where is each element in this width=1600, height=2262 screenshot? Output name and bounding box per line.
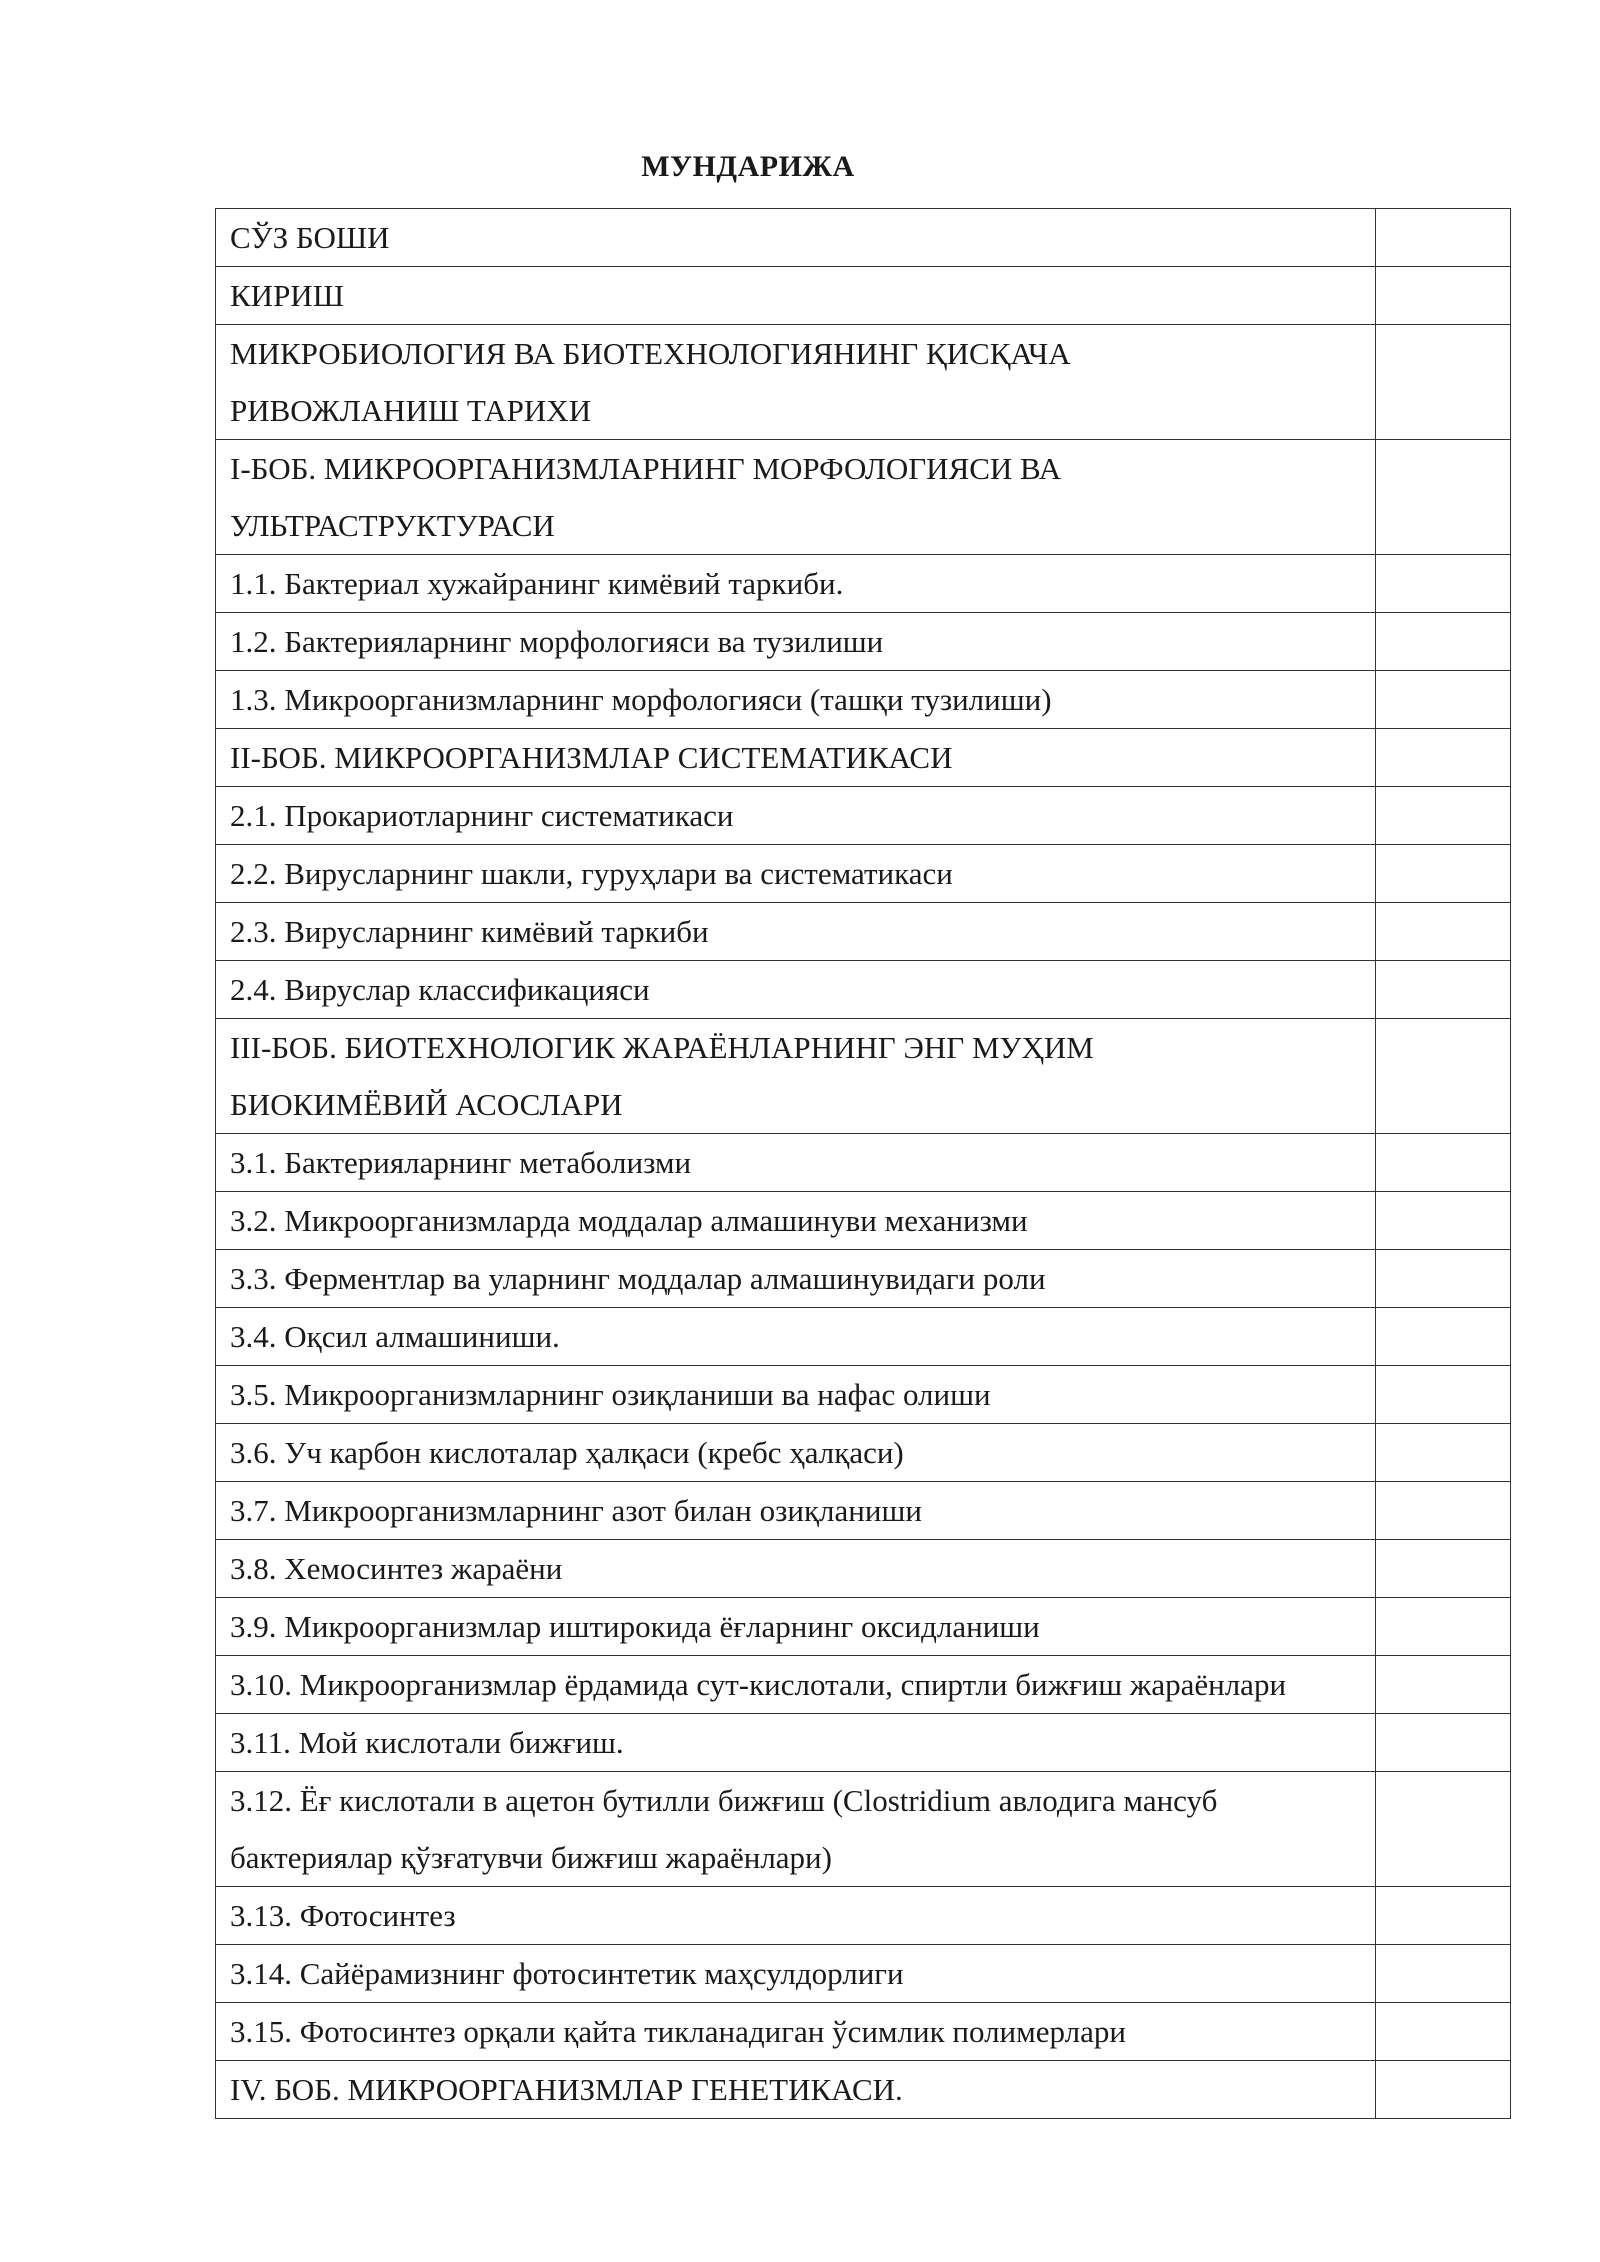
toc-row bbox=[216, 1656, 1511, 1714]
toc-entry-title: 3.1. Бактерияларнинг метаболизми bbox=[216, 1134, 1376, 1192]
toc-entry-title: 3.11. Мой кислотали бижғиш. bbox=[216, 1714, 1376, 1772]
toc-page-number-cell bbox=[1376, 1019, 1511, 1134]
toc-entry-title: 1.2. Бактерияларнинг морфологияси ва тузилиши bbox=[216, 613, 1376, 671]
toc-page-number-cell bbox=[1376, 729, 1511, 787]
toc-page-number-cell bbox=[1376, 1714, 1511, 1772]
toc-row bbox=[216, 1366, 1511, 1424]
toc-entry-title: 3.14. Сайёрамизнинг фотосинтетик маҳсулдорлиги bbox=[216, 1945, 1376, 2003]
toc-entry-title: КИРИШ bbox=[216, 267, 1376, 325]
page-title: МУНДАРИЖА bbox=[641, 150, 855, 183]
toc-row bbox=[216, 1714, 1511, 1772]
toc-row bbox=[216, 1250, 1511, 1308]
toc-page-number-cell bbox=[1376, 1945, 1511, 2003]
toc-page-number-cell bbox=[1376, 787, 1511, 845]
toc-row bbox=[216, 1887, 1511, 1945]
toc-entry-title: 3.12. Ёғ кислотали в ацетон бутилли бижғиш (Clostridium авлодига мансуб бактериялар қўзғатувчи бижғиш жараёнлари) bbox=[216, 1772, 1376, 1887]
toc-entry-title: МИКРОБИОЛОГИЯ ВА БИОТЕХНОЛОГИЯНИНГ ҚИСҚАЧА РИВОЖЛАНИШ ТАРИХИ bbox=[216, 325, 1376, 440]
toc-row bbox=[216, 1540, 1511, 1598]
toc-body bbox=[216, 209, 1511, 2119]
toc-entry-title: 3.3. Ферментлар ва уларнинг моддалар алмашинувидаги роли bbox=[216, 1250, 1376, 1308]
toc-row bbox=[216, 325, 1511, 440]
toc-entry-title: 3.13. Фотосинтез bbox=[216, 1887, 1376, 1945]
toc-page-number-cell bbox=[1376, 209, 1511, 267]
toc-page-number-cell bbox=[1376, 555, 1511, 613]
toc-row bbox=[216, 1424, 1511, 1482]
toc-row bbox=[216, 1482, 1511, 1540]
toc-entry-title: IV. БОБ. МИКРООРГАНИЗМЛАР ГЕНЕТИКАСИ. bbox=[216, 2061, 1376, 2119]
toc-page-number-cell bbox=[1376, 671, 1511, 729]
toc-page-number-cell bbox=[1376, 1656, 1511, 1714]
toc-row bbox=[216, 903, 1511, 961]
toc-row bbox=[216, 787, 1511, 845]
toc-entry-title: III-БОБ. БИОТЕХНОЛОГИК ЖАРАЁНЛАРНИНГ ЭНГ МУҲИМ БИОКИМЁВИЙ АСОСЛАРИ bbox=[216, 1019, 1376, 1134]
toc-row bbox=[216, 1945, 1511, 2003]
toc-row bbox=[216, 1019, 1511, 1134]
toc-page-number-cell bbox=[1376, 903, 1511, 961]
toc-page-number-cell bbox=[1376, 1540, 1511, 1598]
toc-entry-title: 3.9. Микроорганизмлар иштирокида ёғларнинг оксидланиши bbox=[216, 1598, 1376, 1656]
toc-entry-title: 3.5. Микроорганизмларнинг озиқланиши ва нафас олиши bbox=[216, 1366, 1376, 1424]
toc-row bbox=[216, 729, 1511, 787]
toc-page-number-cell bbox=[1376, 267, 1511, 325]
toc-entry-title: 3.10. Микроорганизмлар ёрдамида сут-кислотали, спиртли бижғиш жараёнлари bbox=[216, 1656, 1376, 1714]
toc-entry-title: II-БОБ. МИКРООРГАНИЗМЛАР СИСТЕМАТИКАСИ bbox=[216, 729, 1376, 787]
toc-row bbox=[216, 2061, 1511, 2119]
toc-entry-title: I-БОБ. МИКРООРГАНИЗМЛАРНИНГ МОРФОЛОГИЯСИ ВА УЛЬТРАСТРУКТУРАСИ bbox=[216, 440, 1376, 555]
toc-page-number-cell bbox=[1376, 1250, 1511, 1308]
toc-page-number-cell bbox=[1376, 440, 1511, 555]
toc-page-number-cell bbox=[1376, 961, 1511, 1019]
table-of-contents bbox=[215, 208, 1511, 2119]
toc-page-number-cell bbox=[1376, 1772, 1511, 1887]
toc-entry-title: 2.1. Прокариотларнинг систематикаси bbox=[216, 787, 1376, 845]
toc-entry-title: 1.1. Бактериал хужайранинг кимёвий таркиби. bbox=[216, 555, 1376, 613]
toc-row bbox=[216, 1308, 1511, 1366]
toc-page-number-cell bbox=[1376, 1366, 1511, 1424]
toc-entry-title: 2.4. Вируслар классификацияси bbox=[216, 961, 1376, 1019]
toc-row bbox=[216, 613, 1511, 671]
toc-entry-title: 3.8. Хемосинтез жараёни bbox=[216, 1540, 1376, 1598]
toc-entry-title: СЎЗ БОШИ bbox=[216, 209, 1376, 267]
toc-row bbox=[216, 671, 1511, 729]
toc-page-number-cell bbox=[1376, 1424, 1511, 1482]
toc-row bbox=[216, 1192, 1511, 1250]
toc-entry-title: 3.15. Фотосинтез орқали қайта тикланадиган ўсимлик полимерлари bbox=[216, 2003, 1376, 2061]
toc-page-number-cell bbox=[1376, 2061, 1511, 2119]
toc-entry-title: 3.7. Микроорганизмларнинг азот билан озиқланиши bbox=[216, 1482, 1376, 1540]
toc-row bbox=[216, 2003, 1511, 2061]
toc-row bbox=[216, 845, 1511, 903]
toc-page-number-cell bbox=[1376, 613, 1511, 671]
toc-row bbox=[216, 1598, 1511, 1656]
toc-row bbox=[216, 209, 1511, 267]
toc-page-number-cell bbox=[1376, 845, 1511, 903]
toc-row bbox=[216, 961, 1511, 1019]
toc-entry-title: 2.2. Вирусларнинг шакли, гуруҳлари ва систематикаси bbox=[216, 845, 1376, 903]
toc-entry-title: 3.2. Микроорганизмларда моддалар алмашинуви механизми bbox=[216, 1192, 1376, 1250]
toc-page-number-cell bbox=[1376, 1192, 1511, 1250]
toc-page-number-cell bbox=[1376, 1482, 1511, 1540]
toc-entry-title: 3.4. Оқсил алмашиниши. bbox=[216, 1308, 1376, 1366]
toc-page-number-cell bbox=[1376, 1308, 1511, 1366]
toc-row bbox=[216, 555, 1511, 613]
toc-page-number-cell bbox=[1376, 1134, 1511, 1192]
toc-page-number-cell bbox=[1376, 325, 1511, 440]
toc-row bbox=[216, 1134, 1511, 1192]
toc-row bbox=[216, 1772, 1511, 1887]
toc-row bbox=[216, 440, 1511, 555]
toc-page-number-cell bbox=[1376, 2003, 1511, 2061]
toc-entry-title: 2.3. Вирусларнинг кимёвий таркиби bbox=[216, 903, 1376, 961]
toc-row bbox=[216, 267, 1511, 325]
toc-entry-title: 1.3. Микроорганизмларнинг морфологияси (ташқи тузилиши) bbox=[216, 671, 1376, 729]
toc-entry-title: 3.6. Уч карбон кислоталар ҳалқаси (кребс ҳалқаси) bbox=[216, 1424, 1376, 1482]
toc-page-number-cell bbox=[1376, 1887, 1511, 1945]
toc-page-number-cell bbox=[1376, 1598, 1511, 1656]
